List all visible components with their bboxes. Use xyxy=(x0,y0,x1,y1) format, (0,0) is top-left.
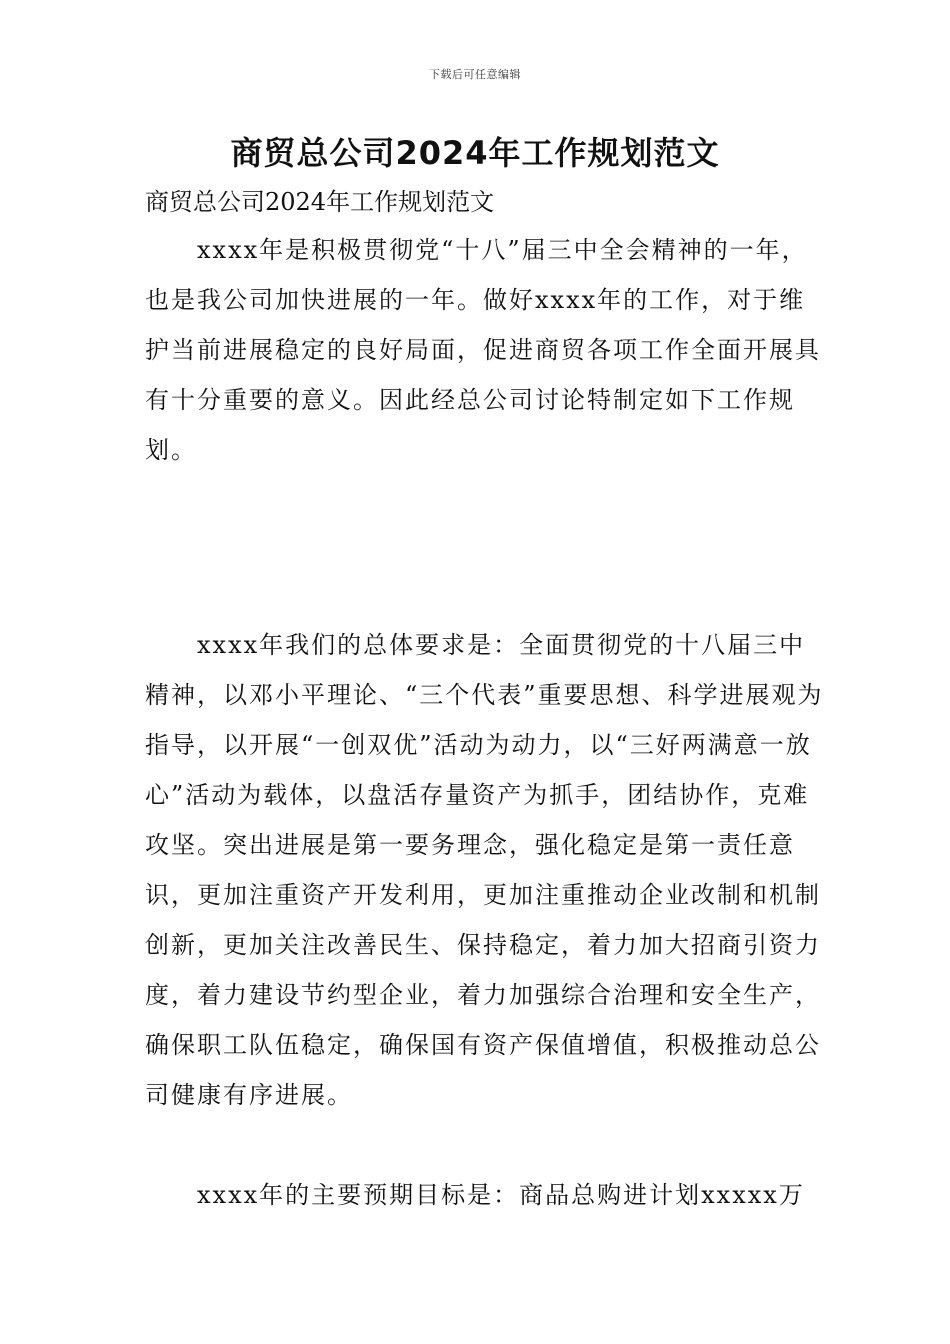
document-subtitle: 商贸总公司2024年工作规划范文 xyxy=(145,188,495,216)
paragraph-overall-requirements: xxxx年我们的总体要求是：全面贯彻党的十八届三中精神，以邓小平理论、“三个代表”重要思想、科学进展观为指导，以开展“一创双优”活动为动力，以“三好两满意一放心”活动为载体，以盘活存量资产为抓手，团结协作，克难攻坚。突出进展是第一要务理念，强化稳定是第一责任意识，更加注重资产开发利用，更加注重推动企业改制和机制创新，更加关注改善民生、保持稳定，着力加大招商引资力度，着力建设节约型企业，着力加强综合治理和安全生产，确保职工队伍稳定，确保国有资产保值增值，积极推动总公司健康有序进展。 xyxy=(145,631,824,1109)
paragraph-main-targets: xxxx年的主要预期目标是：商品总购进计划xxxxx万 xyxy=(197,1181,805,1209)
document-title: 商贸总公司2024年工作规划范文 xyxy=(230,134,720,172)
header-note: 下载后可任意编辑 xyxy=(429,68,521,81)
paragraph-intro: xxxx年是积极贯彻党“十八”届三中全会精神的一年，也是我公司加快进展的一年。做好xxxx年的工作，对于维护当前进展稳定的良好局面，促进商贸各项工作全面开展具有十分重要的意义。因此经总公司讨论特制定如下工作规划。 xyxy=(145,236,821,464)
